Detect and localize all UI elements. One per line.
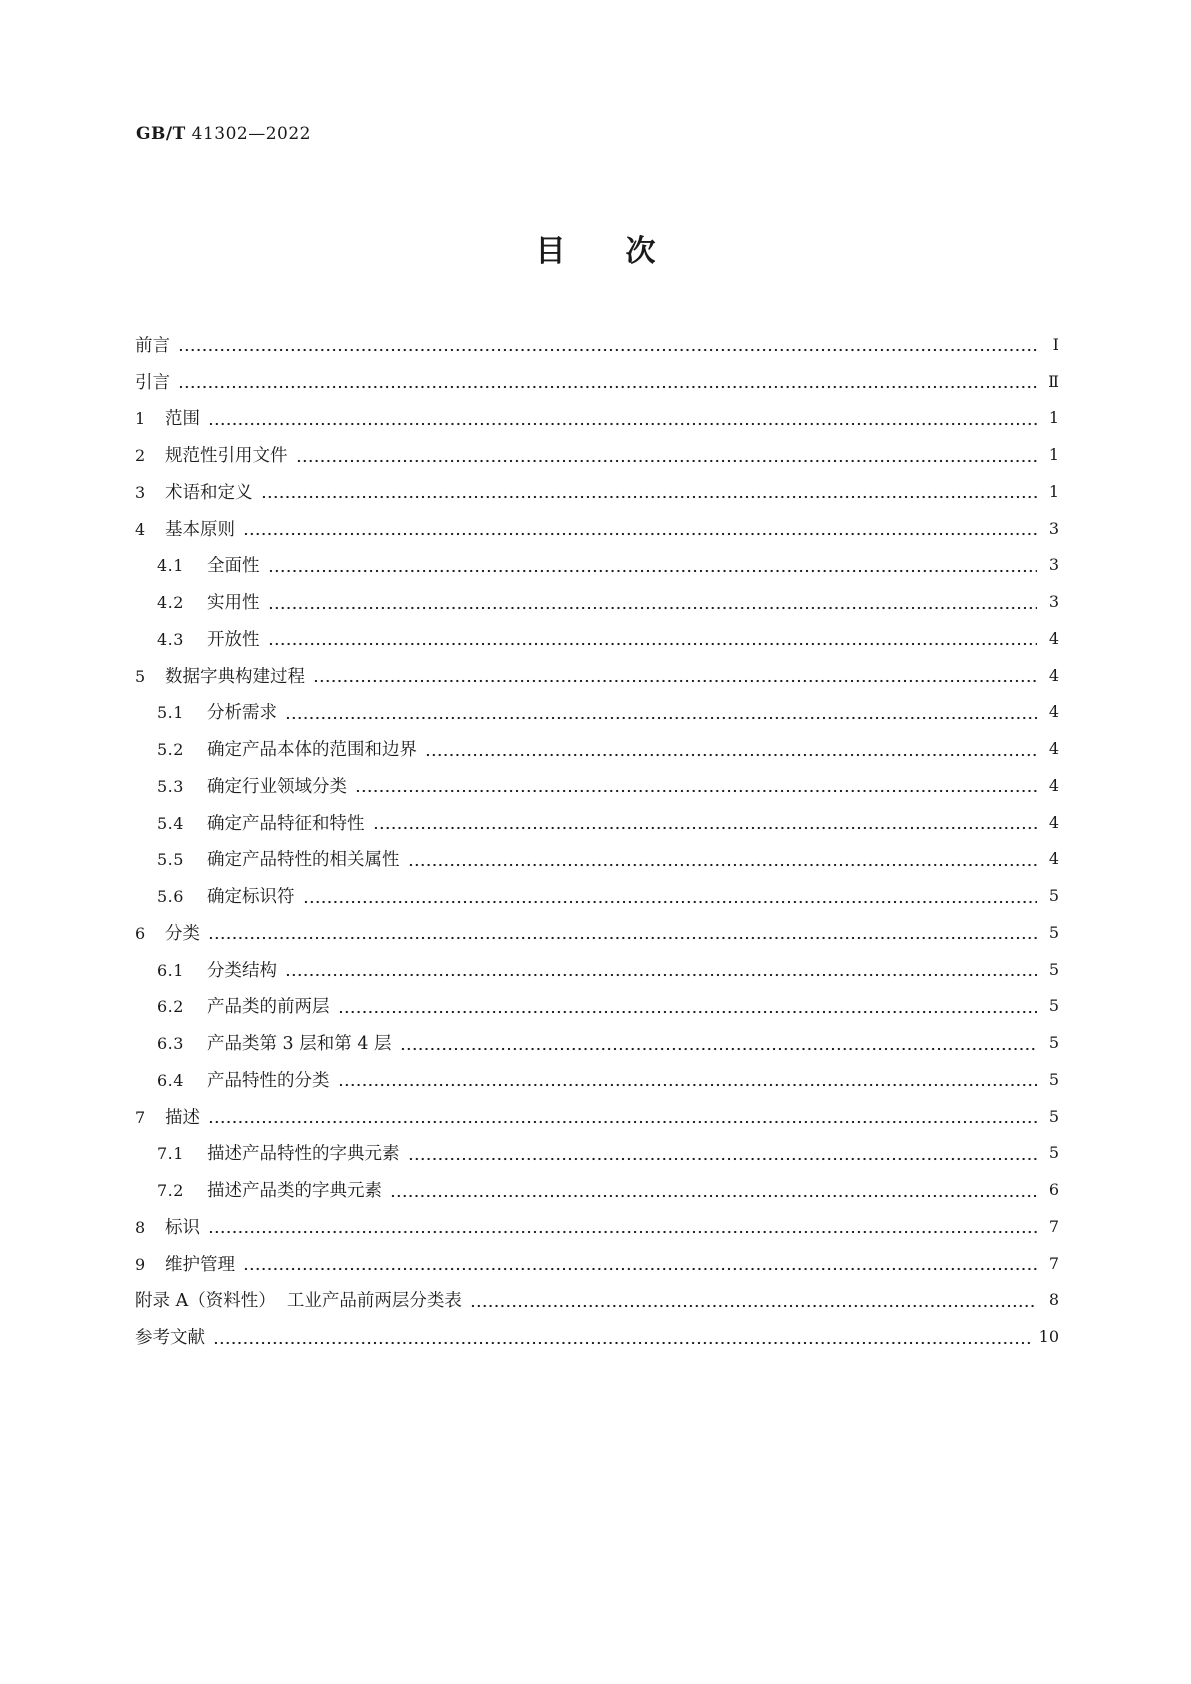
dot-leader [373, 813, 1038, 831]
toc-entry-label: 全面性 [207, 556, 260, 577]
toc-entry-page: 1 [1048, 408, 1059, 428]
dot-leader [261, 482, 1038, 500]
toc-entry-page: 4 [1048, 702, 1059, 722]
toc-entry-number: 6.1 [157, 960, 184, 980]
toc-entry-label: 产品类的前两层 [207, 997, 330, 1018]
toc-entry-label: 描述产品类的字典元素 [207, 1181, 382, 1202]
dot-leader [303, 887, 1038, 905]
toc-entry-label: 分析需求 [207, 703, 277, 724]
toc-entry-page: 3 [1048, 555, 1059, 575]
toc-entry[interactable] [135, 1061, 1059, 1098]
toc-entry-number: 6.4 [157, 1070, 184, 1090]
toc-entry-label: 开放性 [207, 629, 260, 650]
toc-entry-number: 3 [135, 482, 146, 502]
standard-code [136, 124, 311, 144]
toc-entry-label: 确定行业领域分类 [207, 776, 347, 797]
toc-entry-number: 6.2 [157, 997, 184, 1017]
toc-entry-title [157, 846, 400, 871]
toc-entry-page: 5 [1048, 1069, 1059, 1089]
toc-entry-label: 前言 [135, 335, 170, 356]
toc-entry-label: 确定标识符 [207, 887, 295, 908]
toc-entry[interactable] [135, 877, 1059, 914]
toc-entry-title [135, 1104, 200, 1129]
toc-entry-number: 4.1 [157, 556, 184, 576]
dot-leader [390, 1181, 1037, 1199]
toc-entry-page: 4 [1048, 849, 1059, 869]
toc-entry-number: 5.1 [157, 703, 184, 723]
toc-entry[interactable] [135, 1024, 1059, 1061]
toc-entry-title [135, 479, 253, 504]
toc-entry-label: 分类 [165, 923, 200, 944]
toc-entry-title [135, 516, 235, 541]
toc-entry-label: 描述产品特性的字典元素 [207, 1144, 400, 1165]
toc-entry-label: 实用性 [207, 593, 260, 614]
toc-entry-title [135, 1287, 462, 1312]
toc-entry-page: Ⅰ [1052, 334, 1059, 354]
toc-entry-number: 8 [135, 1217, 146, 1237]
dot-leader [243, 1254, 1037, 1272]
dot-leader [268, 556, 1038, 574]
toc-entry[interactable] [135, 473, 1059, 510]
toc-entry-label: 确定产品特性的相关属性 [207, 850, 400, 871]
toc-entry[interactable] [135, 657, 1059, 694]
toc-entry-page: 5 [1048, 886, 1059, 906]
toc-entry[interactable] [135, 694, 1059, 731]
toc-entry-title [157, 552, 260, 577]
dot-leader [408, 1144, 1038, 1162]
dot-leader [208, 1217, 1037, 1235]
toc-entry-title [157, 1067, 330, 1092]
toc-entry-number: 4.3 [157, 629, 184, 649]
toc-entry-number: 4.2 [157, 593, 184, 613]
toc-entry-page: Ⅱ [1048, 371, 1059, 391]
toc-entry-title [135, 920, 200, 945]
toc-entry-title [157, 957, 277, 982]
toc-entry-label: 确定产品本体的范围和边界 [207, 740, 417, 761]
standard-prefix: GB/T [136, 124, 186, 144]
toc-entry-title [157, 626, 260, 651]
dot-leader [178, 335, 1037, 353]
toc-entry-page: 5 [1048, 1033, 1059, 1053]
toc-entry-number: 5.4 [157, 813, 184, 833]
toc-entry-label: 引言 [135, 372, 170, 393]
toc-entry[interactable] [135, 841, 1059, 878]
dot-leader [408, 850, 1038, 868]
toc-entry[interactable] [135, 1171, 1059, 1208]
toc-entry-page: 4 [1048, 775, 1059, 795]
toc-entry-number: 5.2 [157, 740, 184, 760]
dot-leader [285, 703, 1037, 721]
toc-entry-title [135, 1214, 200, 1239]
toc-entry-number: 6.3 [157, 1034, 184, 1054]
dot-leader [425, 740, 1037, 758]
toc-entry-number: 5.6 [157, 887, 184, 907]
toc-entry-page: 8 [1048, 1290, 1059, 1310]
toc-entry-page: 5 [1048, 996, 1059, 1016]
toc-entry[interactable] [135, 1208, 1059, 1245]
toc-entry[interactable] [135, 1245, 1059, 1282]
toc-entry[interactable] [135, 1098, 1059, 1135]
toc-entry-number: 6 [135, 923, 146, 943]
dot-leader [243, 519, 1037, 537]
dot-leader [268, 629, 1038, 647]
dot-leader [285, 960, 1037, 978]
toc-entry-label: 范围 [165, 409, 200, 430]
dot-leader [470, 1291, 1037, 1309]
toc-entry[interactable] [135, 583, 1059, 620]
toc-entry[interactable] [135, 510, 1059, 547]
toc-entry-title [157, 699, 277, 724]
toc-entry-number: 5 [135, 666, 146, 686]
dot-leader [338, 1070, 1038, 1088]
toc-entry-title [135, 1251, 235, 1276]
dot-leader [355, 776, 1037, 794]
toc-entry[interactable] [135, 1318, 1059, 1355]
toc-entry-title [157, 993, 330, 1018]
toc-entry-number: 4 [135, 519, 146, 539]
toc-entry[interactable] [135, 620, 1059, 657]
toc-entry-number: 7.2 [157, 1181, 184, 1201]
toc-entry[interactable] [135, 1135, 1059, 1172]
toc-entry-number: 9 [135, 1254, 146, 1274]
toc-entry-title [157, 589, 260, 614]
dot-leader [296, 446, 1038, 464]
toc-entry-page: 10 [1038, 1327, 1059, 1347]
toc-entry-title [157, 883, 295, 908]
table-of-contents [135, 326, 1059, 1355]
toc-entry-label: 规范性引用文件 [165, 446, 288, 467]
toc-entry[interactable] [135, 1282, 1059, 1319]
toc-entry-page: 4 [1048, 812, 1059, 832]
toc-entry-title [135, 663, 305, 688]
toc-entry[interactable] [135, 988, 1059, 1025]
toc-entry-page: 7 [1048, 1216, 1059, 1236]
standard-number: 41302—2022 [191, 124, 311, 144]
toc-entry[interactable] [135, 804, 1059, 841]
dot-leader [213, 1328, 1031, 1346]
toc-entry-page: 5 [1048, 959, 1059, 979]
toc-entry[interactable] [135, 730, 1059, 767]
toc-entry-page: 1 [1048, 481, 1059, 501]
toc-entry-title [135, 1324, 205, 1349]
toc-entry-page: 5 [1048, 922, 1059, 942]
toc-entry-title [157, 736, 417, 761]
toc-entry[interactable] [135, 951, 1059, 988]
toc-entry[interactable] [135, 363, 1059, 400]
toc-entry-page: 5 [1048, 1143, 1059, 1163]
toc-entry[interactable] [135, 400, 1059, 437]
dot-leader [208, 1107, 1037, 1125]
page-title: 目次 [535, 234, 716, 269]
toc-entry[interactable] [135, 767, 1059, 804]
toc-entry-page: 7 [1048, 1253, 1059, 1273]
toc-entry-title [135, 405, 200, 430]
toc-entry-label: 数据字典构建过程 [165, 666, 305, 687]
toc-entry-page: 4 [1048, 739, 1059, 759]
toc-entry-label: 附录 A（资料性） 工业产品前两层分类表 [135, 1291, 462, 1312]
toc-entry-title [157, 773, 347, 798]
toc-entry-number: 2 [135, 446, 146, 466]
toc-entry-page: 3 [1048, 518, 1059, 538]
toc-entry-title [157, 1177, 382, 1202]
toc-entry-label: 参考文献 [135, 1328, 205, 1349]
dot-leader [268, 593, 1038, 611]
dot-leader [400, 1034, 1037, 1052]
toc-entry-label: 维护管理 [165, 1254, 235, 1275]
toc-entry-label: 产品特性的分类 [207, 1070, 330, 1091]
toc-entry-page: 4 [1048, 628, 1059, 648]
toc-entry[interactable] [135, 914, 1059, 951]
toc-entry-page: 5 [1048, 1106, 1059, 1126]
toc-entry-page: 1 [1048, 445, 1059, 465]
dot-leader [178, 372, 1037, 390]
toc-entry[interactable] [135, 326, 1059, 363]
toc-entry-number: 5.3 [157, 776, 184, 796]
dot-leader [208, 409, 1037, 427]
toc-entry-label: 产品类第 3 层和第 4 层 [207, 1034, 392, 1055]
toc-entry-title [157, 1030, 392, 1055]
dot-leader [338, 997, 1038, 1015]
toc-entry-label: 基本原则 [165, 519, 235, 540]
toc-entry-label: 描述 [165, 1107, 200, 1128]
toc-entry-title [135, 369, 170, 394]
toc-entry-title [135, 442, 288, 467]
toc-entry-title [157, 810, 365, 835]
toc-entry-label: 分类结构 [207, 960, 277, 981]
dot-leader [208, 923, 1037, 941]
toc-entry-label: 标识 [165, 1217, 200, 1238]
toc-entry-page: 4 [1048, 665, 1059, 685]
toc-entry[interactable] [135, 436, 1059, 473]
toc-entry-number: 1 [135, 409, 146, 429]
toc-entry-number: 7 [135, 1107, 146, 1127]
toc-entry-number: 5.5 [157, 850, 184, 870]
dot-leader [313, 666, 1037, 684]
toc-entry-label: 术语和定义 [165, 482, 253, 503]
toc-entry-number: 7.1 [157, 1144, 184, 1164]
toc-entry-label: 确定产品特征和特性 [207, 813, 365, 834]
toc-entry[interactable] [135, 547, 1059, 584]
toc-entry-title [157, 1140, 400, 1165]
toc-entry-page: 6 [1048, 1180, 1059, 1200]
toc-entry-page: 3 [1048, 592, 1059, 612]
toc-entry-title [135, 332, 170, 357]
